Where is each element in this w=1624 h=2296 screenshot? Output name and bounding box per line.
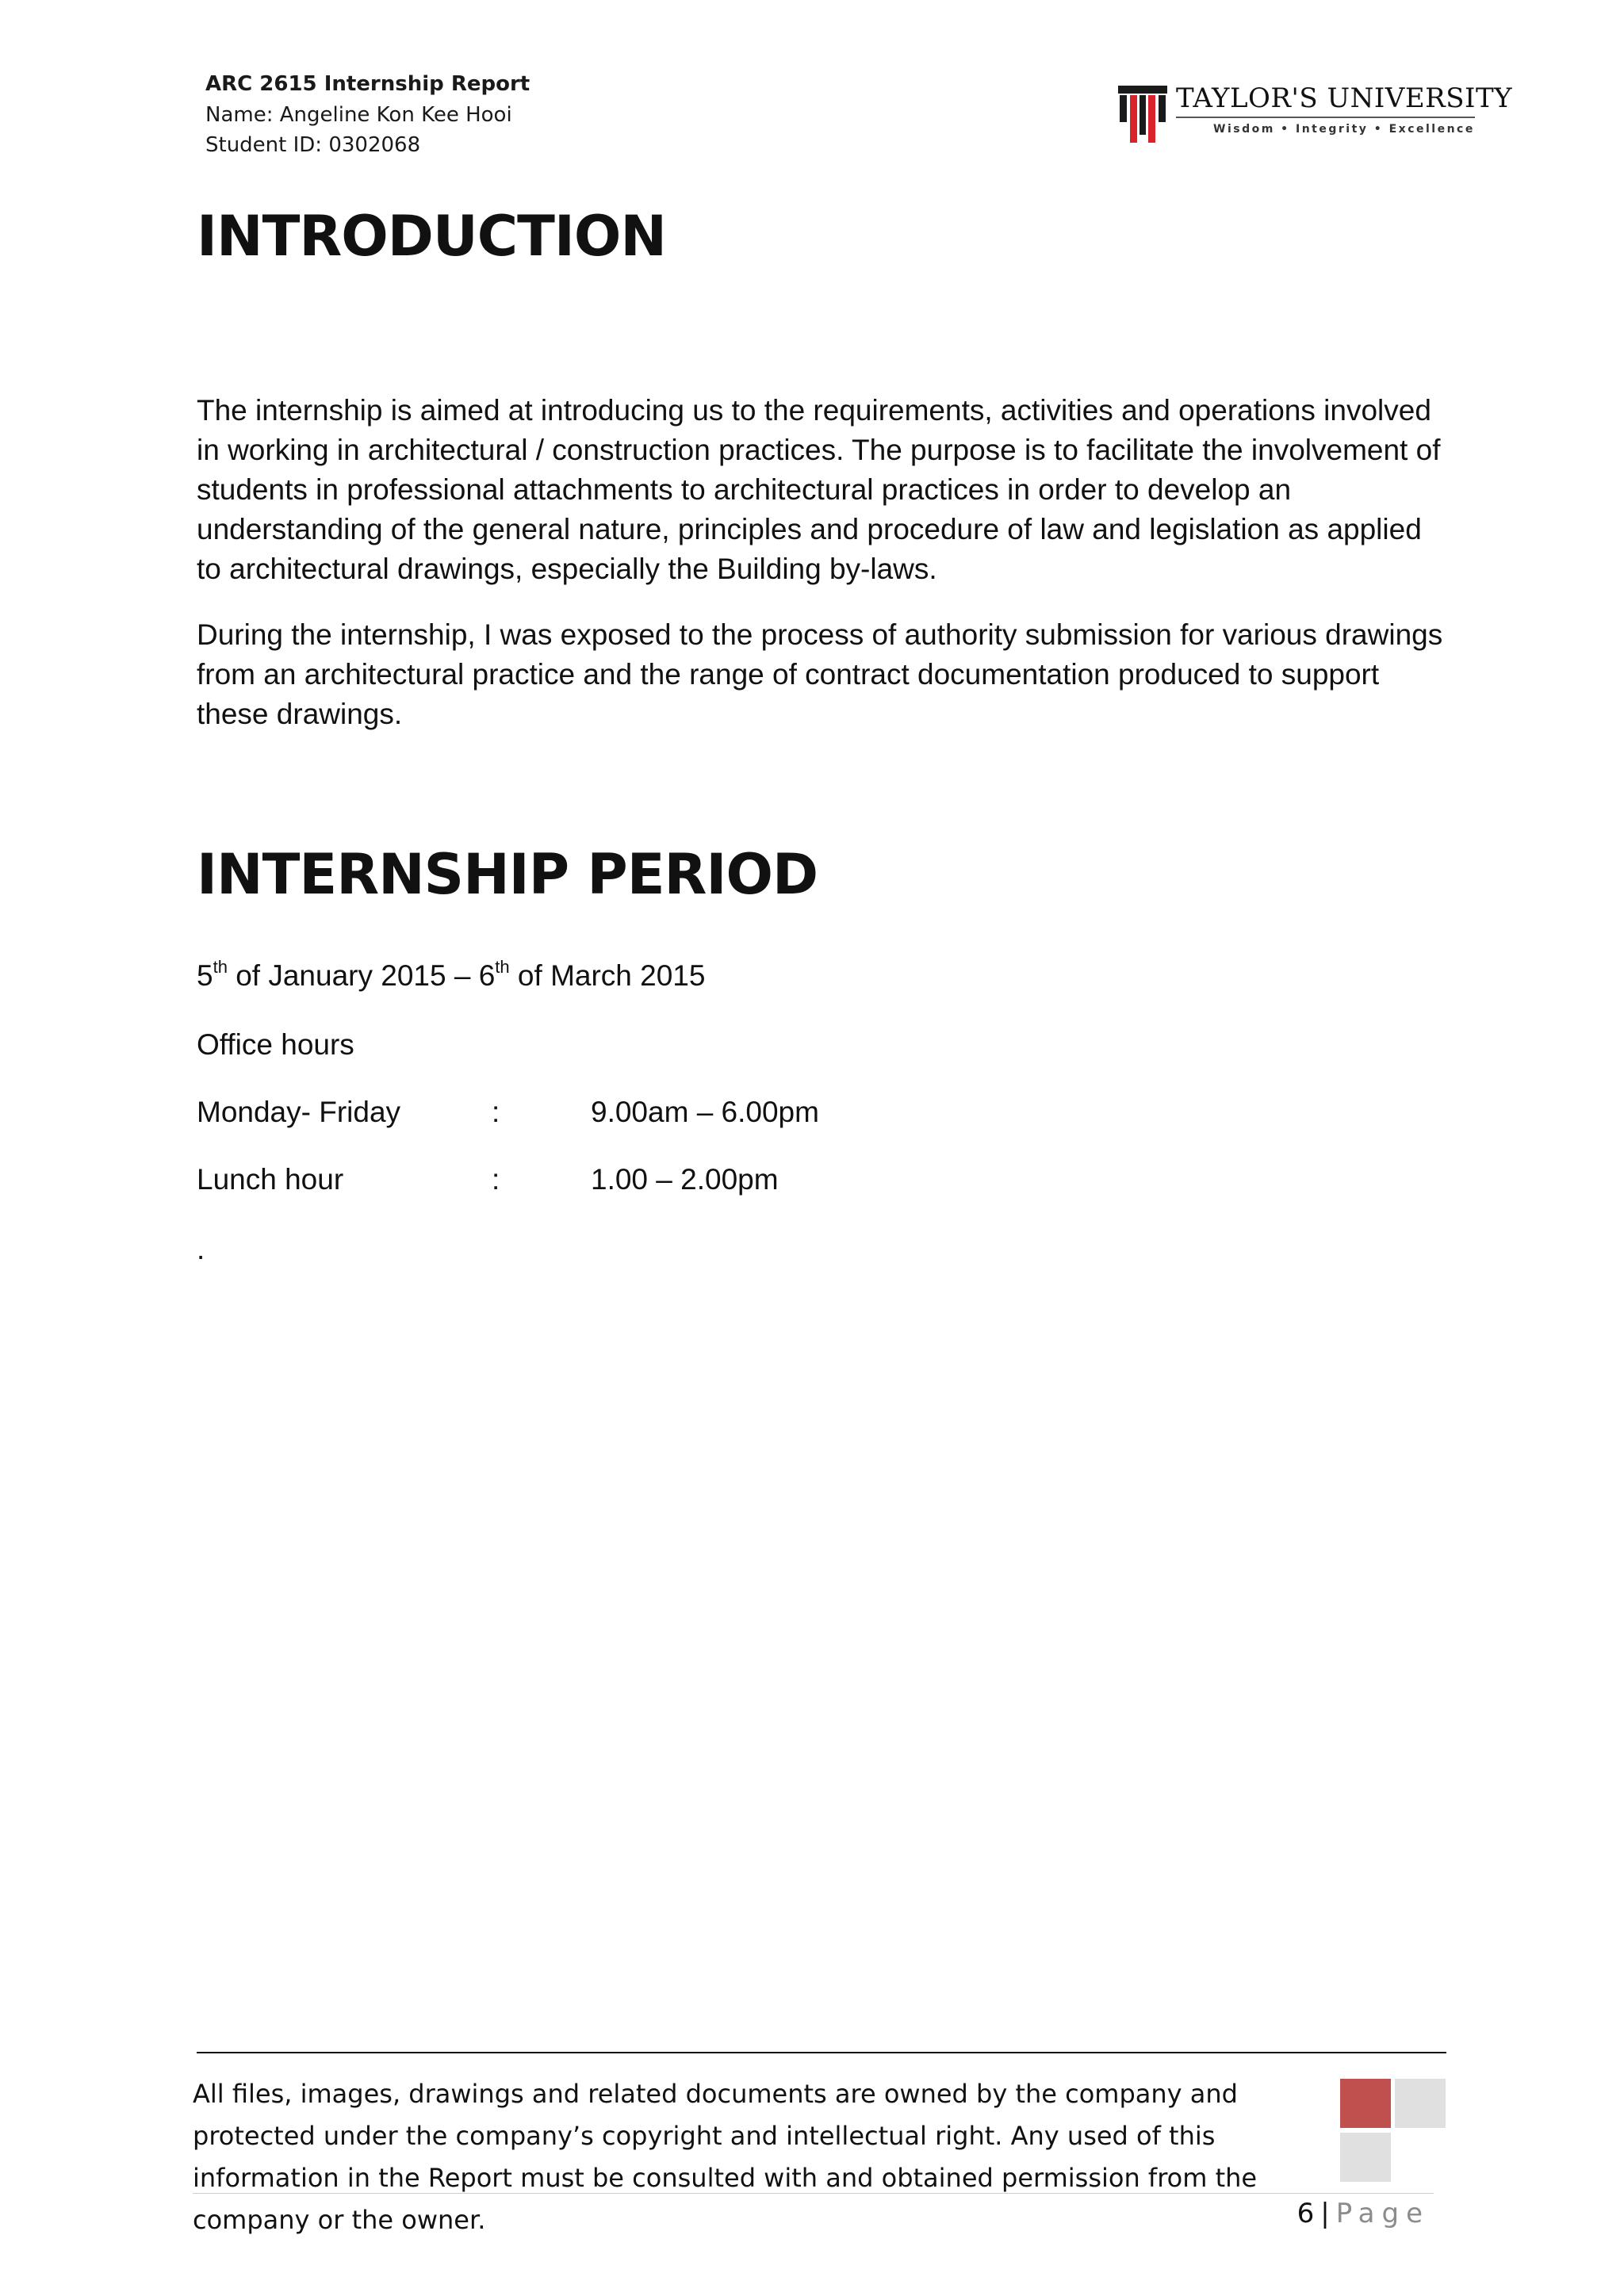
copyright-notice: All files, images, drawings and related documents are owned by the company and protected under the company’s copyright and intellectual right. Any used of this information in the Report must be consulted with and obtained permission from the company or the owner. bbox=[193, 2079, 1258, 2235]
introduction-paragraph-2: During the internship, I was exposed to the process of authority submission for various drawings from an architectural practice and the range of contract documentation produced to support these drawings. bbox=[197, 618, 1443, 730]
university-name: TAYLOR'S UNIVERSITY bbox=[1176, 82, 1513, 114]
page-number-separator: | bbox=[1320, 2198, 1330, 2229]
footer-accent-square-red bbox=[1340, 2079, 1391, 2128]
start-day-suffix: th bbox=[213, 957, 228, 977]
introduction-paragraph-1: The internship is aimed at introducing us to the requirements, activities and operations involved in working in architectural / construction practices. The purpose is to facilitate the involvement of students in professional attachments to architectural practices in order to develop an understanding of the general nature, principles and procedure of law and legislation as applied to architectural drawings, especially the Building by-laws. bbox=[197, 394, 1441, 585]
footer-thin-divider bbox=[193, 2193, 1434, 2194]
schedule-label: Lunch hour bbox=[197, 1163, 344, 1196]
student-id: Student ID: 0302068 bbox=[205, 133, 421, 157]
footer-divider bbox=[197, 2052, 1446, 2053]
footer-accent-square-grey bbox=[1395, 2079, 1446, 2128]
schedule-time: 9.00am – 6.00pm bbox=[591, 1096, 819, 1128]
start-month-year: of January 2015 – bbox=[227, 959, 479, 992]
office-hours-label: Office hours bbox=[197, 1028, 354, 1061]
page-number bbox=[1297, 2198, 1430, 2229]
university-crest-icon bbox=[1118, 86, 1167, 149]
schedule-separator: : bbox=[492, 1163, 500, 1196]
end-day-suffix: th bbox=[495, 957, 510, 977]
university-logo bbox=[1118, 82, 1513, 149]
logo-divider bbox=[1176, 117, 1475, 118]
internship-date-range bbox=[197, 959, 705, 993]
schedule-label: Monday- Friday bbox=[197, 1096, 401, 1128]
report-course-title: ARC 2615 Internship Report bbox=[205, 72, 530, 96]
end-day: 6 bbox=[478, 959, 496, 992]
university-motto: Wisdom • Integrity • Excellence bbox=[1213, 123, 1475, 136]
footer-accent-square-grey bbox=[1340, 2133, 1391, 2182]
start-day: 5 bbox=[197, 959, 213, 992]
page-number-value: 6 bbox=[1297, 2198, 1315, 2229]
trailing-period: . bbox=[197, 1233, 205, 1265]
schedule-separator: : bbox=[492, 1096, 500, 1128]
page-label: Page bbox=[1335, 2198, 1430, 2229]
schedule-time: 1.00 – 2.00pm bbox=[591, 1163, 779, 1196]
end-month-year: of March 2015 bbox=[509, 959, 706, 992]
student-name: Name: Angeline Kon Kee Hooi bbox=[205, 103, 512, 127]
introduction-heading: INTRODUCTION bbox=[197, 204, 666, 269]
internship-period-heading: INTERNSHIP PERIOD bbox=[197, 842, 818, 907]
